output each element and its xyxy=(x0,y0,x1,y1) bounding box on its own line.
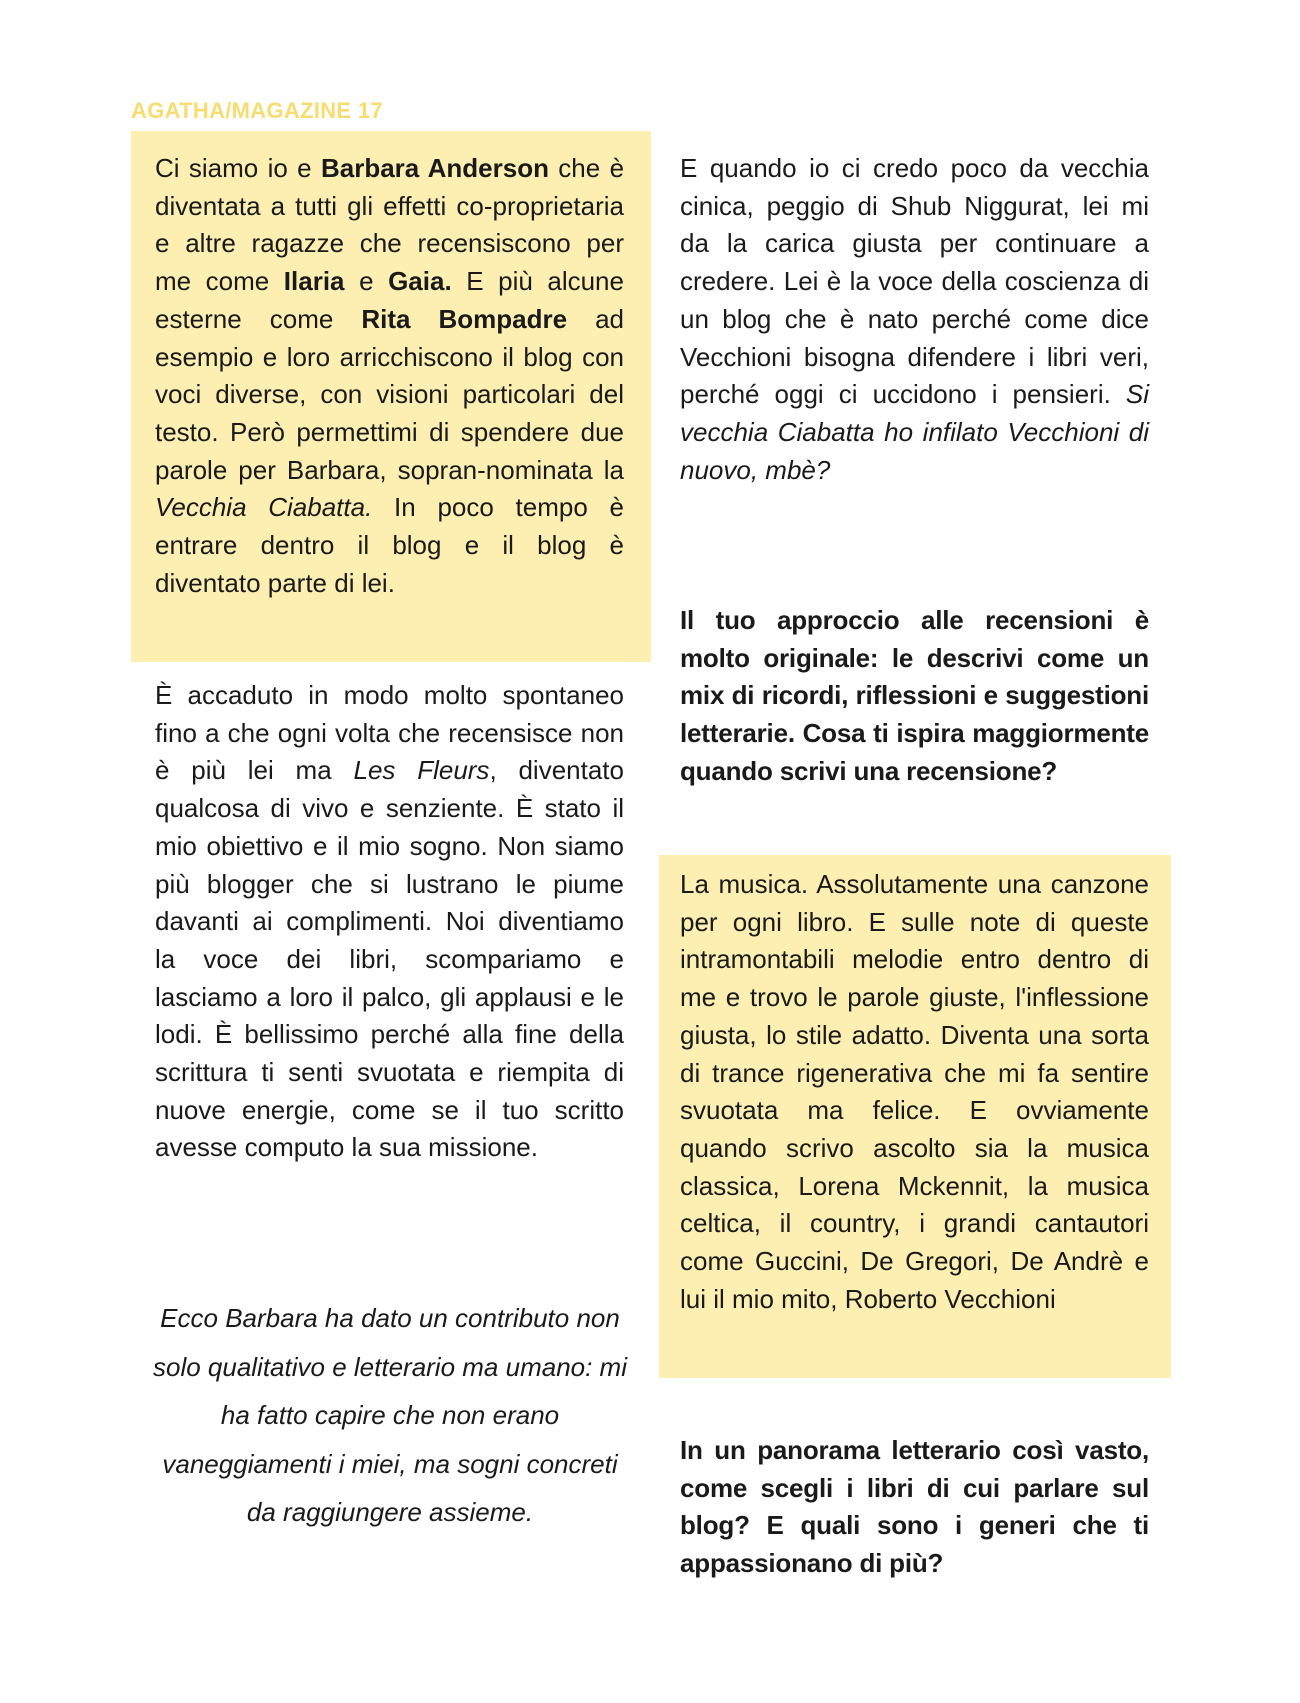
name-rita-bompadre: Rita Bompadre xyxy=(361,303,568,334)
name-ilaria: Ilaria xyxy=(283,266,345,297)
barbara-paragraph: È accaduto in modo molto spontaneo fino a che ogni volta che recensisce non è più lei ma Les Fleurs, diventato qualcosa di vivo e senziente. È stato il mio obiettivo e il mio sogno. Non siamo più blogger che si lustrano le piume davanti ai complimenti. Noi diventiamo la voce dei libri, scompariamo e lasciamo a loro il palco, gli applausi e le lodi. È bellissimo perché alla fine della scrittura ti senti svuotata e riempita di nuove energie, come se il tuo scritto avesse computo la sua missione. xyxy=(155,680,624,1163)
vecchioni-italic-remark: Si vecchia Ciabatta ho infilato Vecchioni di nuovo, mbè? xyxy=(680,379,1149,485)
name-barbara-anderson: Barbara Anderson xyxy=(320,153,549,183)
intro-paragraph: Ci siamo io e Barbara Anderson che è diventata a tutti gli effetti co-proprietaria e altre ragazze che recensiscono per me come Ilaria e Gaia. E più alcune esterne come Rita Bompadre ad esempio e loro arricchiscono il blog con voci diverse, con visioni particolari del testo. Però permettimi di spendere due parole per Barbara, sopran-nominata la Vecchia Ciabatta. In poco tempo è entrare dentro il blog e il blog è diventato parte di lei. xyxy=(155,153,625,598)
name-gaia: Gaia. xyxy=(388,266,452,297)
vecchioni-paragraph: E quando io ci credo poco da vecchia cinica, peggio di Shub Niggurat, lei mi da la carica giusta per continuare a credere. Lei è la voce della coscienza di un blog che è nato perché come dice Vecchioni bisogna difendere i libri veri, perché oggi ci uccidono i pensieri. Si vecchia Ciabatta ho infilato Vecchioni di nuovo, mbè? xyxy=(680,153,1149,485)
interview-question-1: Il tuo approccio alle recensioni è molto originale: le descrivi come un mix di ricordi, riflessioni e suggestioni letterarie. Cosa ti ispira maggiormente quando scrivi una recensione? xyxy=(680,605,1149,786)
magazine-header: AGATHA/MAGAZINE 17 xyxy=(131,98,383,123)
interview-question-2: In un panorama letterario così vasto, come scegli i libri di cui parlare sul blog? E quali sono i generi che ti appassionano di più? xyxy=(680,1435,1149,1579)
pull-quote: Ecco Barbara ha dato un contributo non solo qualitativo e letterario ma umano: mi ha fatto capire che non erano vaneggiamenti i miei, ma sogni concreti da raggiungere assieme. xyxy=(152,1303,627,1527)
les-fleurs-italic: Les Fleurs xyxy=(353,755,490,786)
interview-answer-1: La musica. Assolutamente una canzone per ogni libro. E sulle note di queste intramontabili melodie entro dentro di me e trovo le parole giuste, l'inflessione giusta, lo stile adatto. Diventa una sorta di trance rigenerativa che mi fa sentire svuotata ma felice. E ovviamente quando scrivo ascolto sia la musica classica, Lorena Mckennit, la musica celtica, il country, i grandi cantautori come Guccini, De Gregori, De Andrè e lui il mio mito, Roberto Vecchioni xyxy=(680,869,1149,1314)
left-box-paragraph xyxy=(155,150,624,602)
right-paragraph-1 xyxy=(680,150,1149,489)
left-paragraph-2 xyxy=(155,677,624,1167)
nickname-vecchia-ciabatta: Vecchia Ciabatta. xyxy=(155,492,373,523)
